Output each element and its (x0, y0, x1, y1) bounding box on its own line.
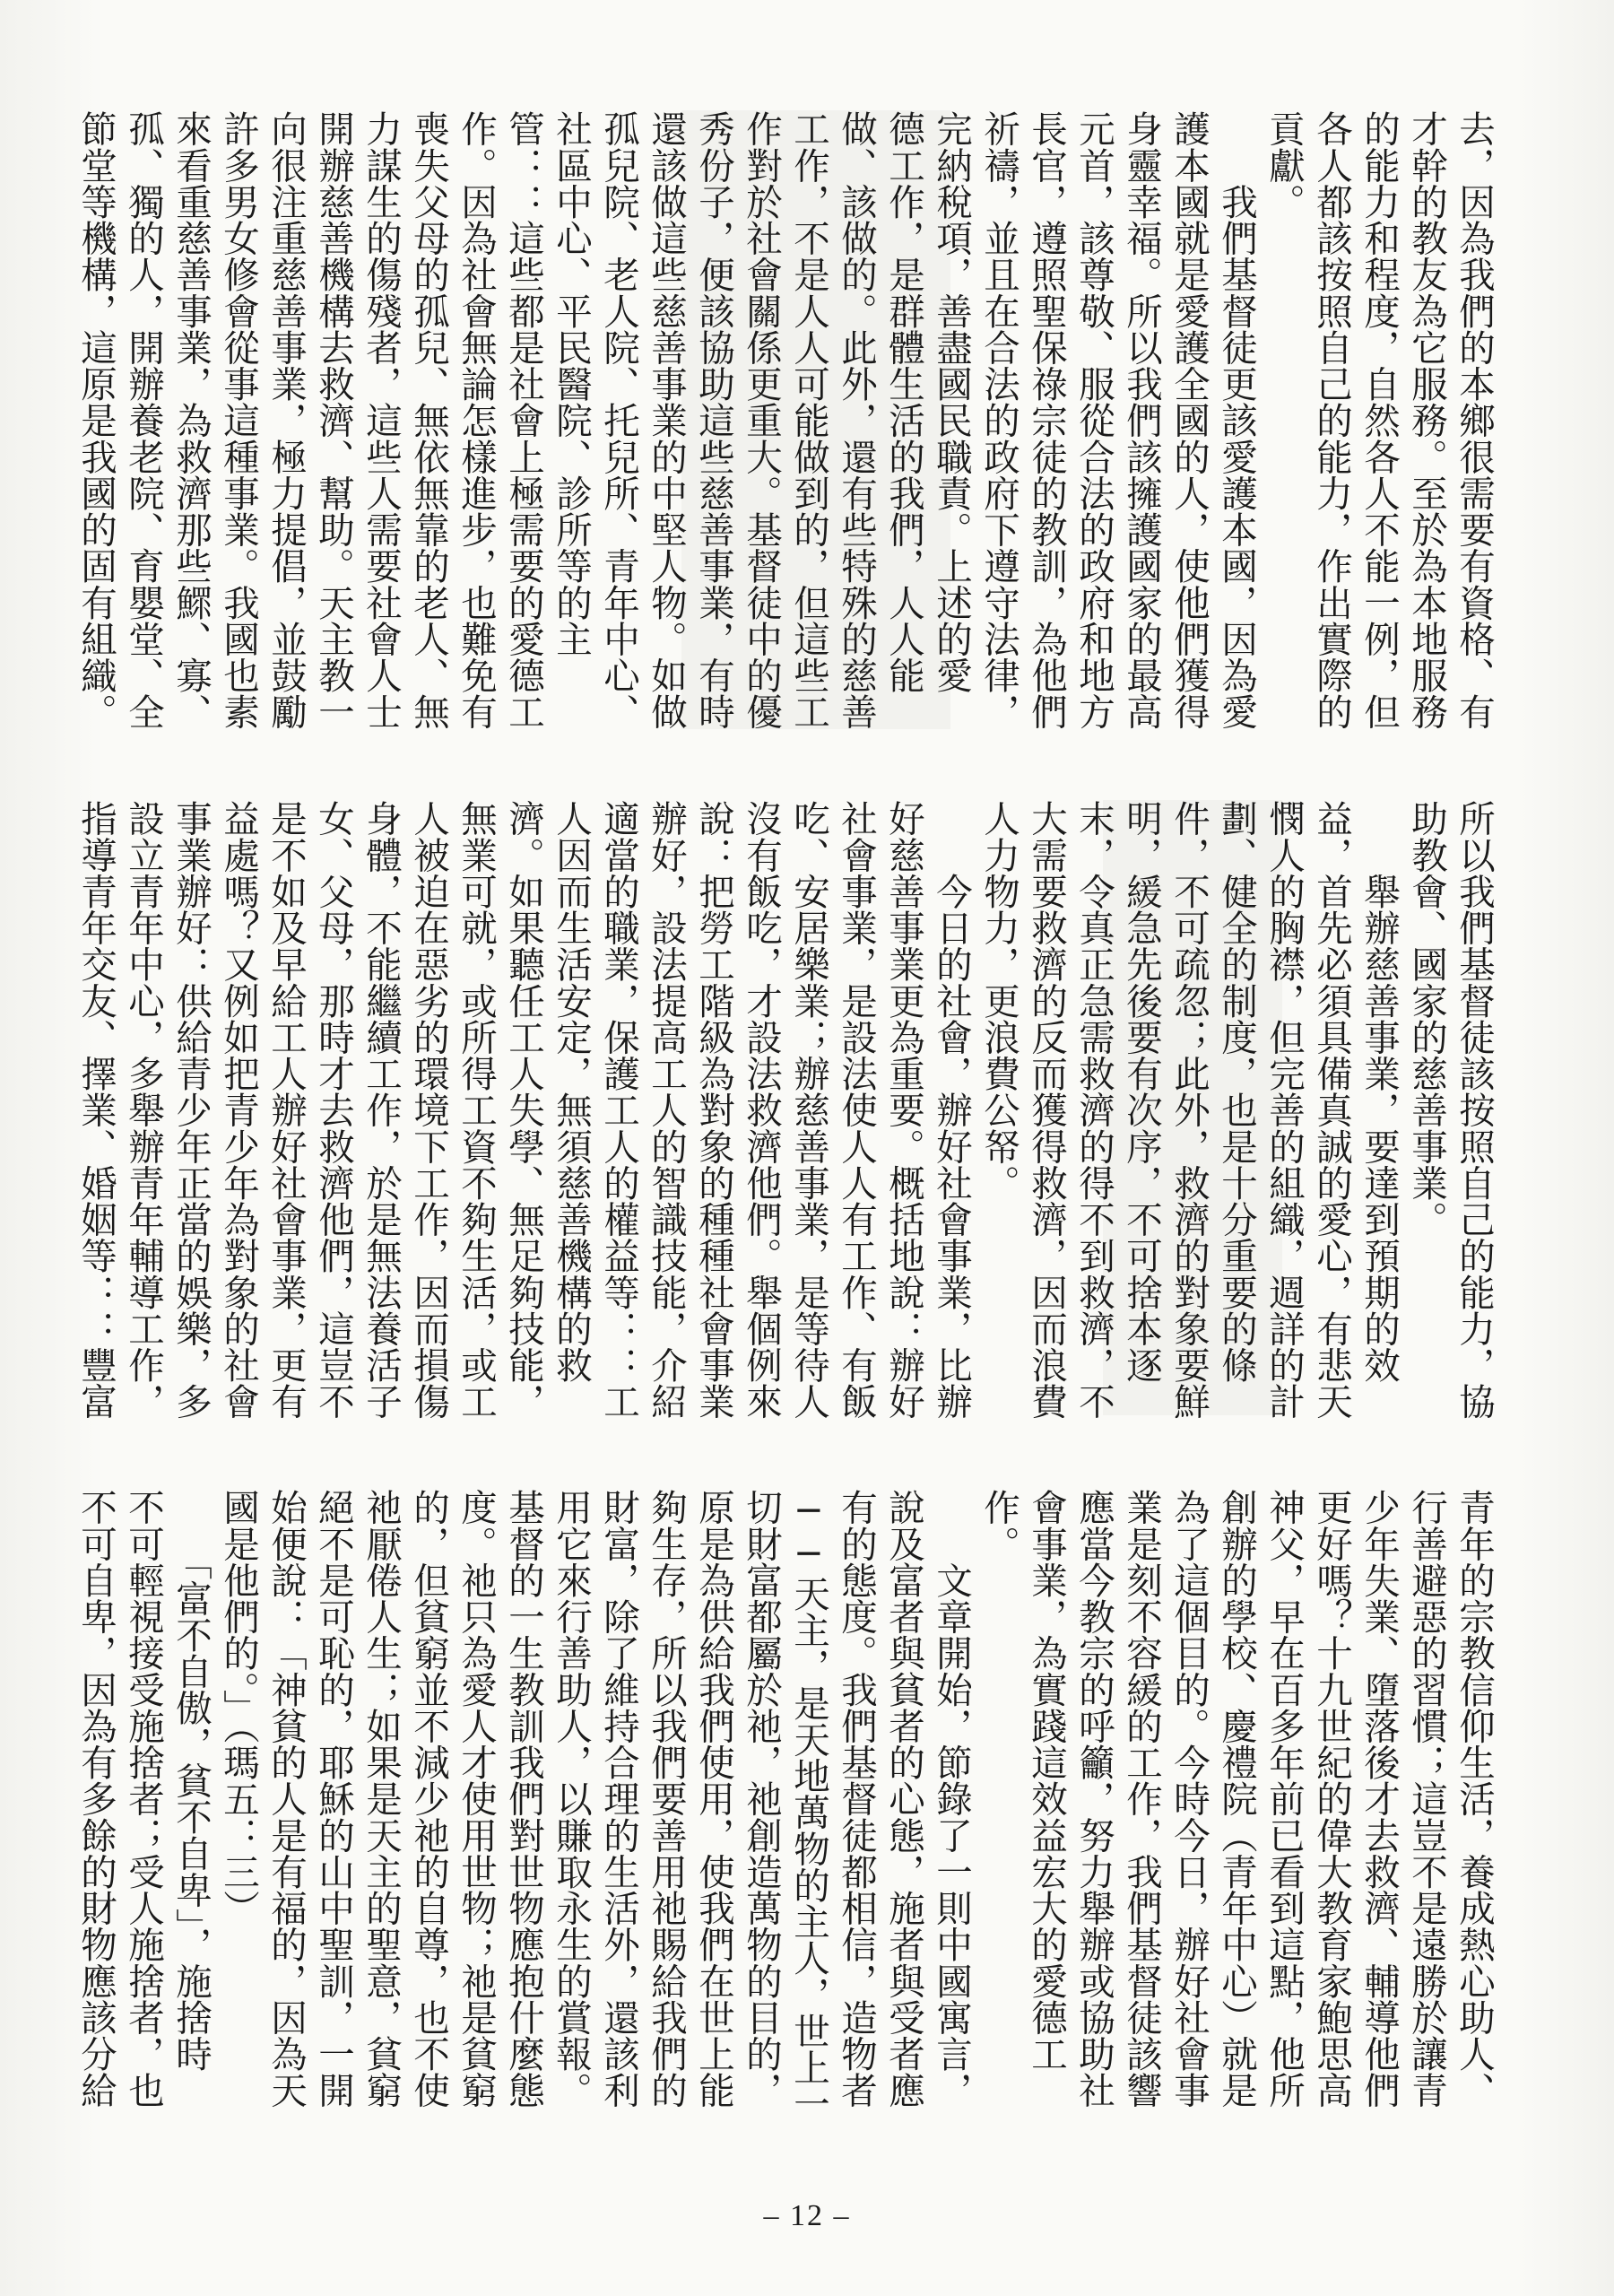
text-column-line: 財富，除了維持合理的生活外，還該利 (597, 1489, 640, 2109)
text-column-line: 助教會、國家的慈善事業。 (1405, 800, 1448, 1238)
text-column-line: 無業可就，或所得工資不夠生活，或工 (455, 800, 498, 1420)
text-band-top (74, 110, 1497, 730)
text-column-line: 舉辦慈善事業，要達到預期的效 (1358, 800, 1401, 1384)
text-column-line: 護本國就是愛護全國的人，使他們獲得 (1167, 110, 1210, 730)
text-column-line: 會事業，為實踐這效益宏大的愛德工 (1025, 1489, 1068, 2073)
text-column-line: 少年失業、墮落後才去救濟、輔導他們 (1358, 1489, 1401, 2109)
text-column-line: 辦好，設法提高工人的智識技能，介紹 (645, 800, 688, 1420)
text-column-line: 益，首先必須具備真誠的愛心，有悲天 (1310, 800, 1353, 1420)
text-column-line: 我們基督徒更該愛護本國，因為愛 (1215, 110, 1258, 730)
text-column-line: 所以我們基督徒該按照自己的能力，協 (1453, 800, 1496, 1420)
text-column-line: 做、該做的。此外，還有些特殊的慈善 (835, 110, 878, 730)
text-column-line: 去，因為我們的本鄉很需要有資格、有 (1453, 110, 1496, 730)
text-column-line: 人因而生活安定，無須慈善機構的救 (550, 800, 593, 1384)
text-column-line: 說及富者與貧者的心態，施者與受者應 (882, 1489, 925, 2109)
text-column-line: 女、父母，那時才去救濟他們，這豈不 (312, 800, 355, 1420)
text-column-line: 工作，不是人人可能做到的，但這些工 (787, 110, 830, 730)
text-column-line: 完納稅項，善盡國民職責。上述的愛 (930, 110, 973, 694)
text-column-line: 件，不可疏忽；此外，救濟的對象要鮮 (1167, 800, 1210, 1420)
text-column-line: 各人都該按照自己的能力，作出實際的 (1310, 110, 1353, 730)
text-column-line: 來看重慈善事業，為救濟那些鰥、寡、 (169, 110, 213, 730)
text-column-line: 作對於社會關係更重大。基督徒中的優 (740, 110, 783, 730)
text-column-line: 更好嗎？十九世紀的偉大教育家鮑思高 (1310, 1489, 1353, 2109)
text-column-line: 原是為供給我們使用，使我們在世上能 (692, 1489, 735, 2109)
text-column-line: 創辦的學校、慶禮院（青年中心）就是 (1215, 1489, 1258, 2109)
text-column-line: 節堂等機構，這原是我國的固有組織。 (74, 110, 117, 730)
text-column-line: 的能力和程度，自然各人不能一例，但 (1358, 110, 1401, 730)
text-column-line: 身靈幸福。所以我們該擁護國家的最高 (1120, 110, 1163, 730)
text-column-line: 才幹的教友為它服務。至於為本地服務 (1405, 110, 1448, 730)
text-column-line: 祈禱，並且在合法的政府下遵守法律， (977, 110, 1020, 730)
text-column-line: 用它來行善助人，以賺取永生的賞報。 (550, 1489, 593, 2109)
text-column-line: 德工作，是群體生活的我們，人人能 (882, 110, 925, 694)
text-column-line: 管：：這些都是社會上極需要的愛德工 (502, 110, 545, 730)
text-column-line: 事業辦好：供給青少年正當的娛樂，多 (169, 800, 213, 1420)
text-column-line: 為了這個目的。今時今日，辦好社會事 (1167, 1489, 1210, 2109)
text-column-line: 力謀生的傷殘者，這些人需要社會人士 (360, 110, 403, 730)
text-band-middle (74, 800, 1497, 1420)
text-column-line: 開辦慈善機構去救濟、幫助。天主教一 (312, 110, 355, 730)
text-column-line: 「富不自傲，貧不自卑」，施捨時 (169, 1489, 213, 2073)
text-column-line: 度。祂只為愛人才使用世物；祂是貧窮 (455, 1489, 498, 2109)
text-column-line: 元首，該尊敬、服從合法的政府和地方 (1072, 110, 1115, 730)
text-column-line: 喪失父母的孤兒、無依無靠的老人、無 (407, 110, 450, 730)
text-column-line: 文章開始，節錄了一則中國寓言， (930, 1489, 973, 2109)
text-column-line: 益處嗎？又例如把青少年為對象的社會 (217, 800, 260, 1420)
text-column-line: 始便說：「神貧的人是有福的，因為天 (265, 1489, 308, 2109)
text-column-line: 指導青年交友、擇業、婚姻等：：豐富 (74, 800, 117, 1420)
text-column-line: 業是刻不容緩的工作，我們基督徒該響 (1120, 1489, 1163, 2109)
text-column-line: 濟。如果聽任工人失學、無足夠技能， (502, 800, 545, 1420)
text-column-line: 作。 (977, 1489, 1020, 1562)
text-column-line: 青年的宗教信仰生活，養成熱心助人、 (1453, 1489, 1496, 2109)
text-column-line: 設立青年中心，多舉辦青年輔導工作， (122, 800, 165, 1420)
text-column-line: 夠生存，所以我們要善用祂賜給我們的 (645, 1489, 688, 2109)
text-column-line: 絕不是可恥的，耶穌的山中聖訓，一開 (312, 1489, 355, 2109)
text-column-line: 應當今教宗的呼籲，努力舉辦或協助社 (1072, 1489, 1115, 2109)
text-column-line: 說：把勞工階級為對象的種種社會事業 (692, 800, 735, 1420)
text-column-line: 劃、健全的制度，也是十分重要的條 (1215, 800, 1258, 1384)
text-column-line: 是不如及早給工人辦好社會事業，更有 (265, 800, 308, 1420)
text-column-line: 好慈善事業更為重要。概括地說：辦好 (882, 800, 925, 1420)
text-column-line: 孤、獨的人，開辦養老院、育嬰堂、全 (122, 110, 165, 730)
text-column-line: 適當的職業，保護工人的權益等：：工 (597, 800, 640, 1420)
text-column-line: 國是他們的。」（瑪五：三） (217, 1489, 260, 1926)
text-column-line: 今日的社會，辦好社會事業，比辦 (930, 800, 973, 1420)
text-column-line: 明，緩急先後要有次序，不可捨本逐 (1120, 800, 1163, 1384)
page-number: – 12 – (763, 2199, 851, 2232)
text-band-bottom (74, 1489, 1497, 2122)
text-column-line: 吃、安居樂業；辦慈善事業，是等待人 (787, 800, 830, 1420)
text-column-line: 祂厭倦人生；如果是天主的聖意，貧窮 (360, 1489, 403, 2109)
text-column-line: 憫人的胸襟，但完善的組織，週詳的計 (1263, 800, 1306, 1420)
text-column-line: 末，令真正急需救濟的得不到救濟，不 (1072, 800, 1115, 1420)
text-column-line: 神父，早在百多年前已看到這點，他所 (1263, 1489, 1306, 2109)
text-column-line: 作。因為社會無論怎樣進步，也難免有 (455, 110, 498, 730)
text-column-line: ──天主，是天地萬物的主人，世上一 (787, 1489, 830, 2122)
text-column-line: 人被迫在惡劣的環境下工作，因而損傷 (407, 800, 450, 1420)
text-column-line: 有的態度。我們基督徒都相信，造物者 (835, 1489, 878, 2109)
text-column-line: 還該做這些慈善事業的中堅人物。如做 (645, 110, 688, 730)
text-column-line: 行善避惡的習慣；這豈不是遠勝於讓青 (1405, 1489, 1448, 2109)
text-column-line: 社區中心、平民醫院、診所等的主 (550, 110, 593, 657)
text-column-line: 人力物力，更浪費公帑。 (977, 800, 1020, 1201)
text-column-line: 大需要救濟的反而獲得救濟，因而浪費 (1025, 800, 1068, 1420)
text-column-line: 身體，不能繼續工作，於是無法養活子 (360, 800, 403, 1420)
text-column-line: 秀份子，便該協助這些慈善事業，有時 (692, 110, 735, 730)
text-column-line: 社會事業，是設法使人人有工作、有飯 (835, 800, 878, 1420)
text-column-line: 貢獻。 (1263, 110, 1306, 220)
text-column-line: 長官，遵照聖保祿宗徒的教訓，為他們 (1025, 110, 1068, 730)
text-column-line: 不可輕視接受施捨者；受人施捨者，也 (122, 1489, 165, 2109)
text-column-line: 向很注重慈善事業，極力提倡，並鼓勵 (265, 110, 308, 730)
text-column-line: 基督的一生教訓我們對世物應抱什麼態 (502, 1489, 545, 2109)
text-column-line: 切財富都屬於祂，祂創造萬物的目的， (740, 1489, 783, 2109)
text-column-line: 許多男女修會從事這種事業。我國也素 (217, 110, 260, 730)
text-column-line: 不可自卑，因為有多餘的財物應該分給 (74, 1489, 117, 2109)
text-column-line: 孤兒院、老人院、托兒所、青年中心、 (597, 110, 640, 730)
text-column-line: 的，但貧窮並不減少祂的自尊，也不使 (407, 1489, 450, 2109)
text-column-line: 沒有飯吃，才設法救濟他們。舉個例來 (740, 800, 783, 1420)
